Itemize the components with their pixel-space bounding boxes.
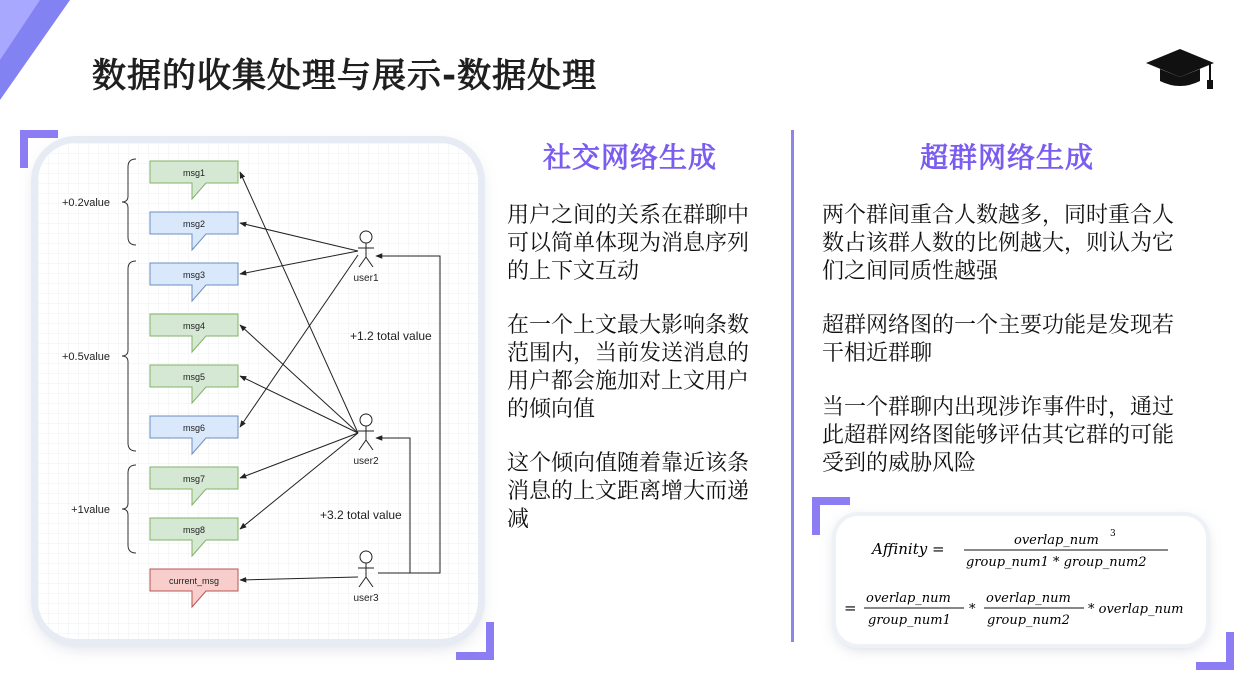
message-label: current_msg: [168, 576, 220, 586]
right-paragraph-1: 两个群间重合人数越多，同时重合人 数占该群人数的比例越大，则认为它 们之间同质性越强: [822, 203, 1175, 284]
left-heading: 社交网络生成: [543, 141, 718, 174]
column-divider: [791, 130, 794, 642]
formula-frac2-den: group_num1: [868, 613, 951, 628]
right-paragraph-3: 当一个群聊内出现涉诈事件时，通过 此超群网络图能够评估其它群的可能 受到的威胁风险: [822, 395, 1175, 476]
graduation-cap-icon: [1144, 45, 1216, 91]
message-label: msg5: [182, 372, 206, 382]
brace-label: +0.2value: [61, 197, 110, 209]
message-label: msg7: [182, 474, 206, 484]
message-label: msg1: [182, 168, 206, 178]
page-title: 数据的收集处理与展示-数据处理: [92, 56, 598, 96]
formula-tail: * overlap_num: [1088, 602, 1184, 617]
formula-lhs: Affinity =: [872, 540, 945, 558]
left-paragraph-3: 这个倾向值随着靠近该条 消息的上文距离增大而递 减: [507, 451, 750, 532]
message-label: msg2: [182, 219, 206, 229]
total-label-2: +3.2 total value: [320, 508, 402, 522]
formula-frac1-den: group_num1 * group_num2: [966, 555, 1147, 570]
left-paragraph-1: 用户之间的关系在群聊中 可以简单体现为消息序列 的上下文互动: [507, 203, 750, 284]
affinity-formula-card: [836, 516, 1206, 644]
formula-eq: =: [844, 599, 857, 617]
formula-frac3-den: group_num2: [987, 613, 1070, 628]
left-paragraph-2: 在一个上文最大影响条数 范围内，当前发送消息的 用户都会施加对上文用户 的倾向值: [507, 313, 750, 422]
formula-frac2-num: overlap_num: [866, 591, 951, 606]
message-nodes: [150, 161, 238, 607]
formula-frac3-num: overlap_num: [986, 591, 1071, 606]
message-label: msg6: [182, 423, 206, 433]
corner-decoration-light: [0, 0, 40, 60]
affinity-formula: [836, 516, 1206, 644]
right-heading: 超群网络生成: [920, 141, 1095, 174]
user-label: user2: [353, 456, 379, 467]
social-network-diagram: [38, 143, 478, 639]
user-label: user3: [353, 593, 379, 604]
brace-label: +1value: [71, 504, 110, 516]
right-text: [822, 202, 1217, 504]
diagram-card: [38, 143, 478, 639]
formula-frac1-num: overlap_num: [1014, 533, 1099, 548]
right-paragraph-2: 超群网络图的一个主要功能是发现若 干相近群聊: [822, 313, 1175, 366]
formula-frac1-exp: 3: [1110, 529, 1116, 539]
total-label-1: +1.2 total value: [350, 329, 432, 343]
message-label: msg4: [182, 321, 206, 331]
brace-label: +0.5value: [61, 351, 110, 363]
user-label: user1: [353, 273, 379, 284]
left-text: [507, 202, 777, 560]
message-label: msg8: [182, 525, 206, 535]
formula-times: *: [969, 602, 976, 617]
message-label: msg3: [182, 270, 206, 280]
